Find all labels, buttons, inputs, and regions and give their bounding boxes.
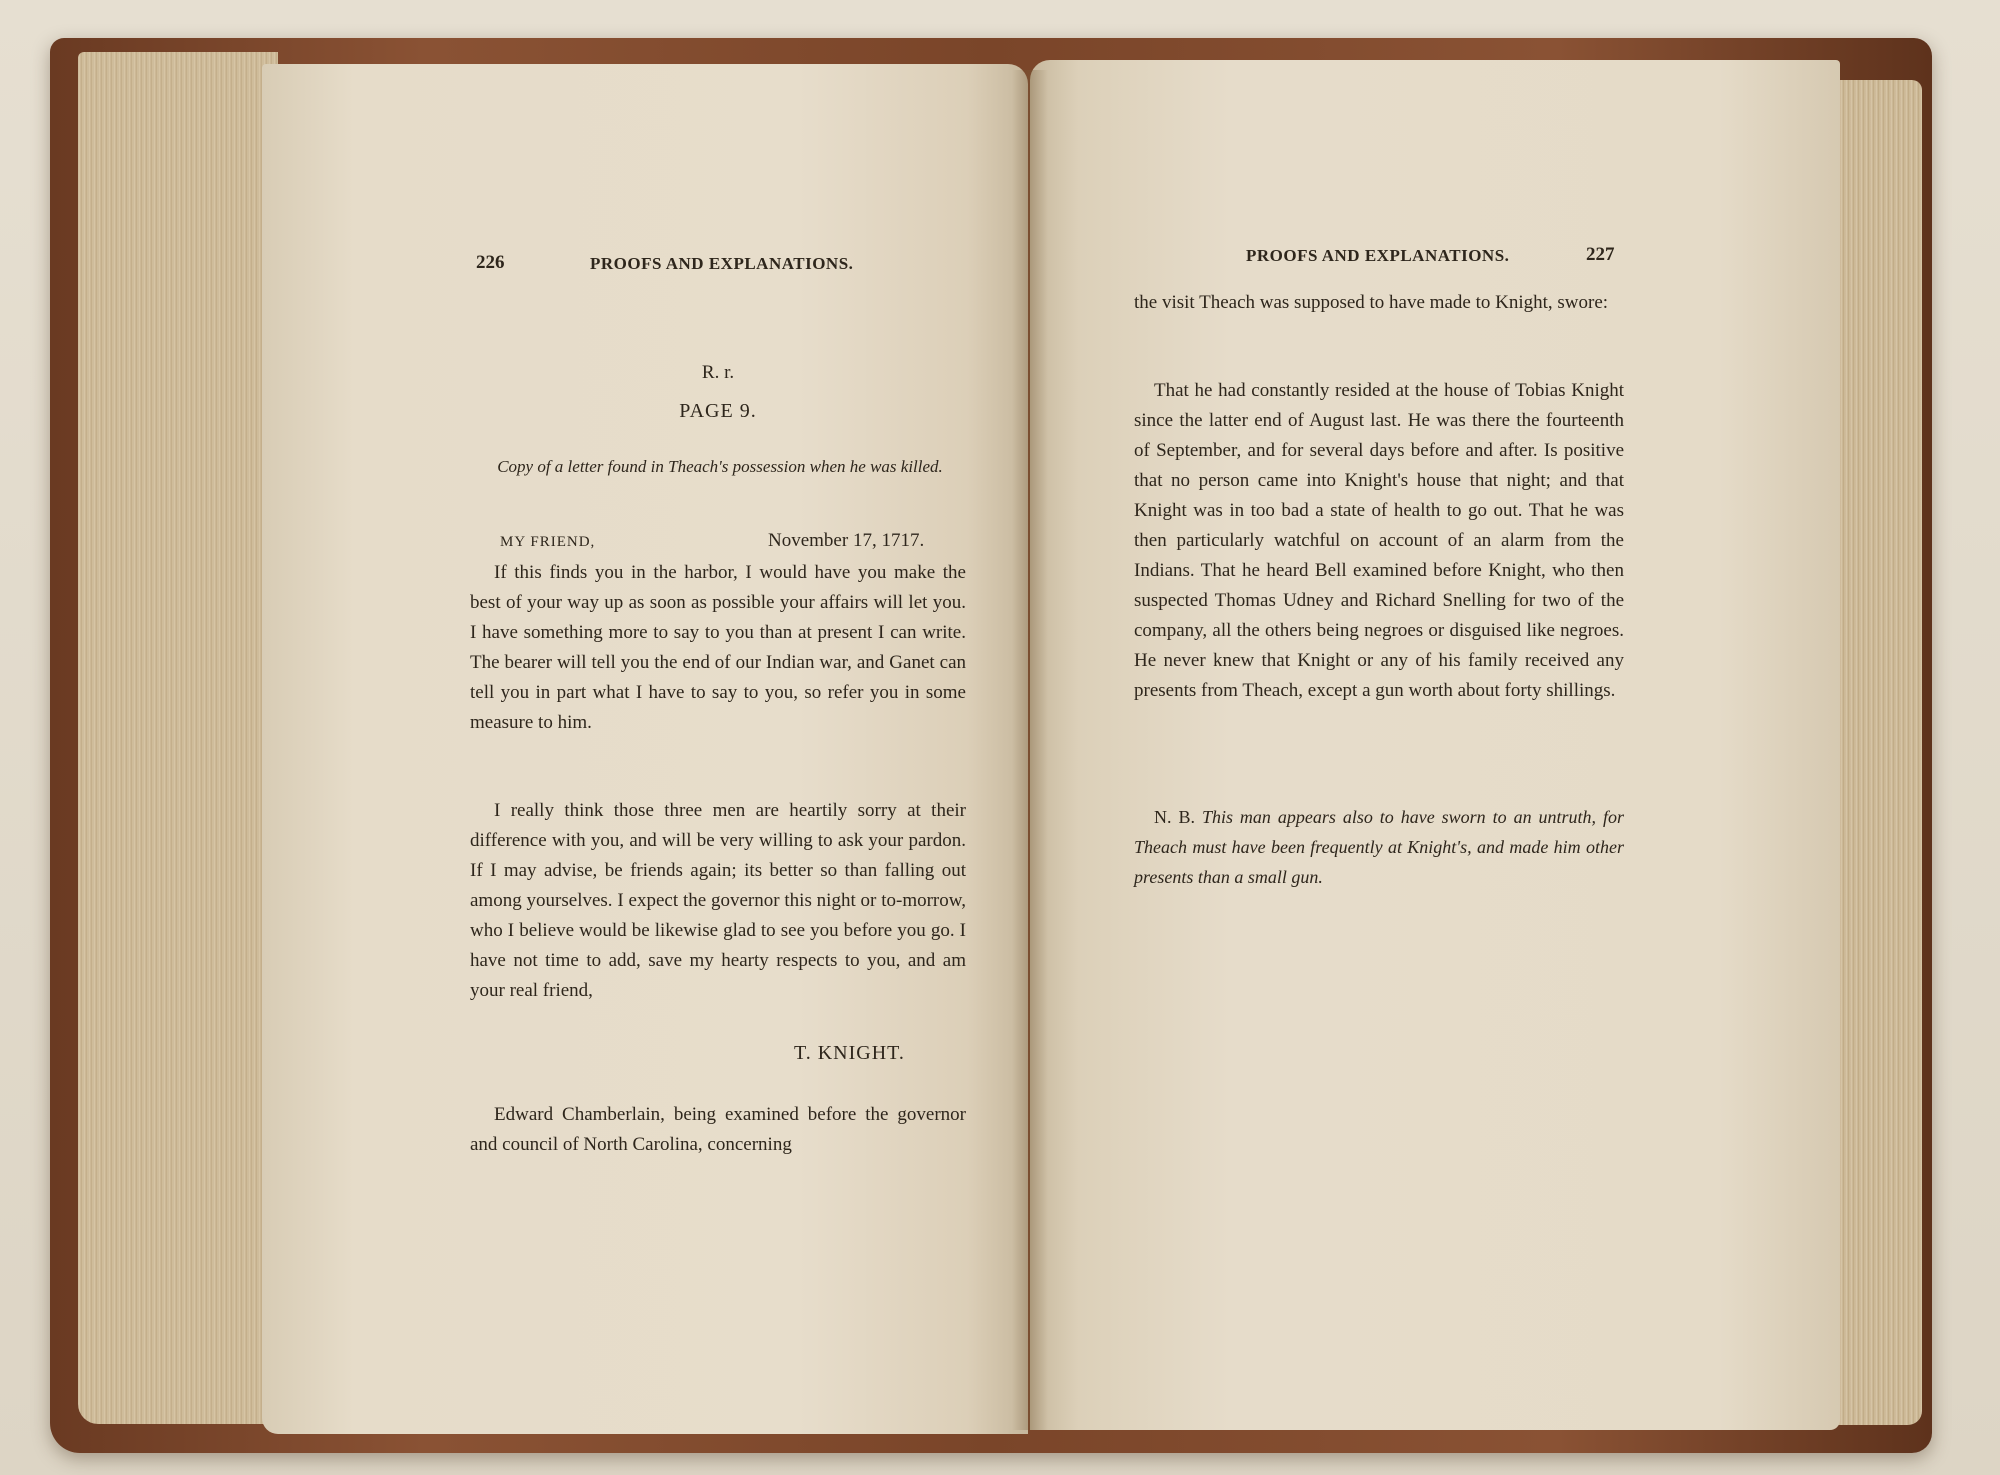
book-gutter bbox=[1012, 70, 1048, 1430]
note-text: This man appears also to have sworn to an untruth, for Theach must have been frequently at Knight's, and made him other presents than a small gun. bbox=[1134, 807, 1625, 887]
letter-paragraph-1: If this finds you in the harbor, I would have you make the best of your way up as soon as possible your affairs will let you. I have something more to say to you than at present I can write. The bearer will tell you the end of our Indian war, and Ganet can tell you in part what I have to say to you, so refer you in some measure to him. bbox=[470, 562, 966, 733]
section-mark: R. r. bbox=[701, 362, 735, 383]
left-page-number: 226 bbox=[476, 252, 505, 273]
testimony-intro: Edward Chamberlain, being examined before the governor and council of North Carolina, concerning bbox=[470, 1104, 966, 1155]
letter-caption: Copy of a letter found in Theach's possession when he was killed. bbox=[497, 457, 943, 476]
page-edges-right bbox=[1830, 80, 1922, 1425]
page-reference: PAGE 9. bbox=[679, 400, 757, 422]
note-label: N. B. bbox=[1154, 807, 1195, 827]
letter-date: November 17, 1717. bbox=[768, 530, 925, 551]
page-edges-left bbox=[78, 52, 278, 1424]
right-running-head: PROOFS AND EXPLANATIONS. bbox=[1246, 246, 1510, 265]
letter-paragraph-2: I really think those three men are heartily sorry at their difference with you, and will be very willing to ask your pardon. If I may advise, be friends again; its better so than falling out among yourselves. I expect the governor this night or to-morrow, who I believe would be likewise glad to see you before you go. I have not time to add, save my hearty respects to you, and am your real friend, bbox=[470, 800, 966, 1001]
left-running-head: PROOFS AND EXPLANATIONS. bbox=[590, 254, 854, 273]
testimony-continuation: the visit Theach was supposed to have made to Knight, swore: bbox=[1134, 292, 1609, 313]
editor-note bbox=[1134, 802, 1624, 892]
letter-salutation: MY FRIEND, bbox=[500, 534, 596, 550]
testimony-body: That he had constantly resided at the house of Tobias Knight since the latter end of August last. He was there the fourteenth of September, and for several days before and after. Is positive that no person came into Knight's house that night; and that Knight was in too bad a state of health to go out. That he was then particularly watchful on account of an alarm from the Indians. That he heard Bell examined before Knight, who then suspected Thomas Udney and Richard Snelling for two of the company, all the others being negroes or disguised like negroes. He never knew that Knight or any of his family received any presents from Theach, except a gun worth about forty shillings. bbox=[1134, 380, 1624, 701]
letter-signature: T. KNIGHT. bbox=[794, 1042, 905, 1064]
right-page-number: 227 bbox=[1586, 244, 1615, 265]
